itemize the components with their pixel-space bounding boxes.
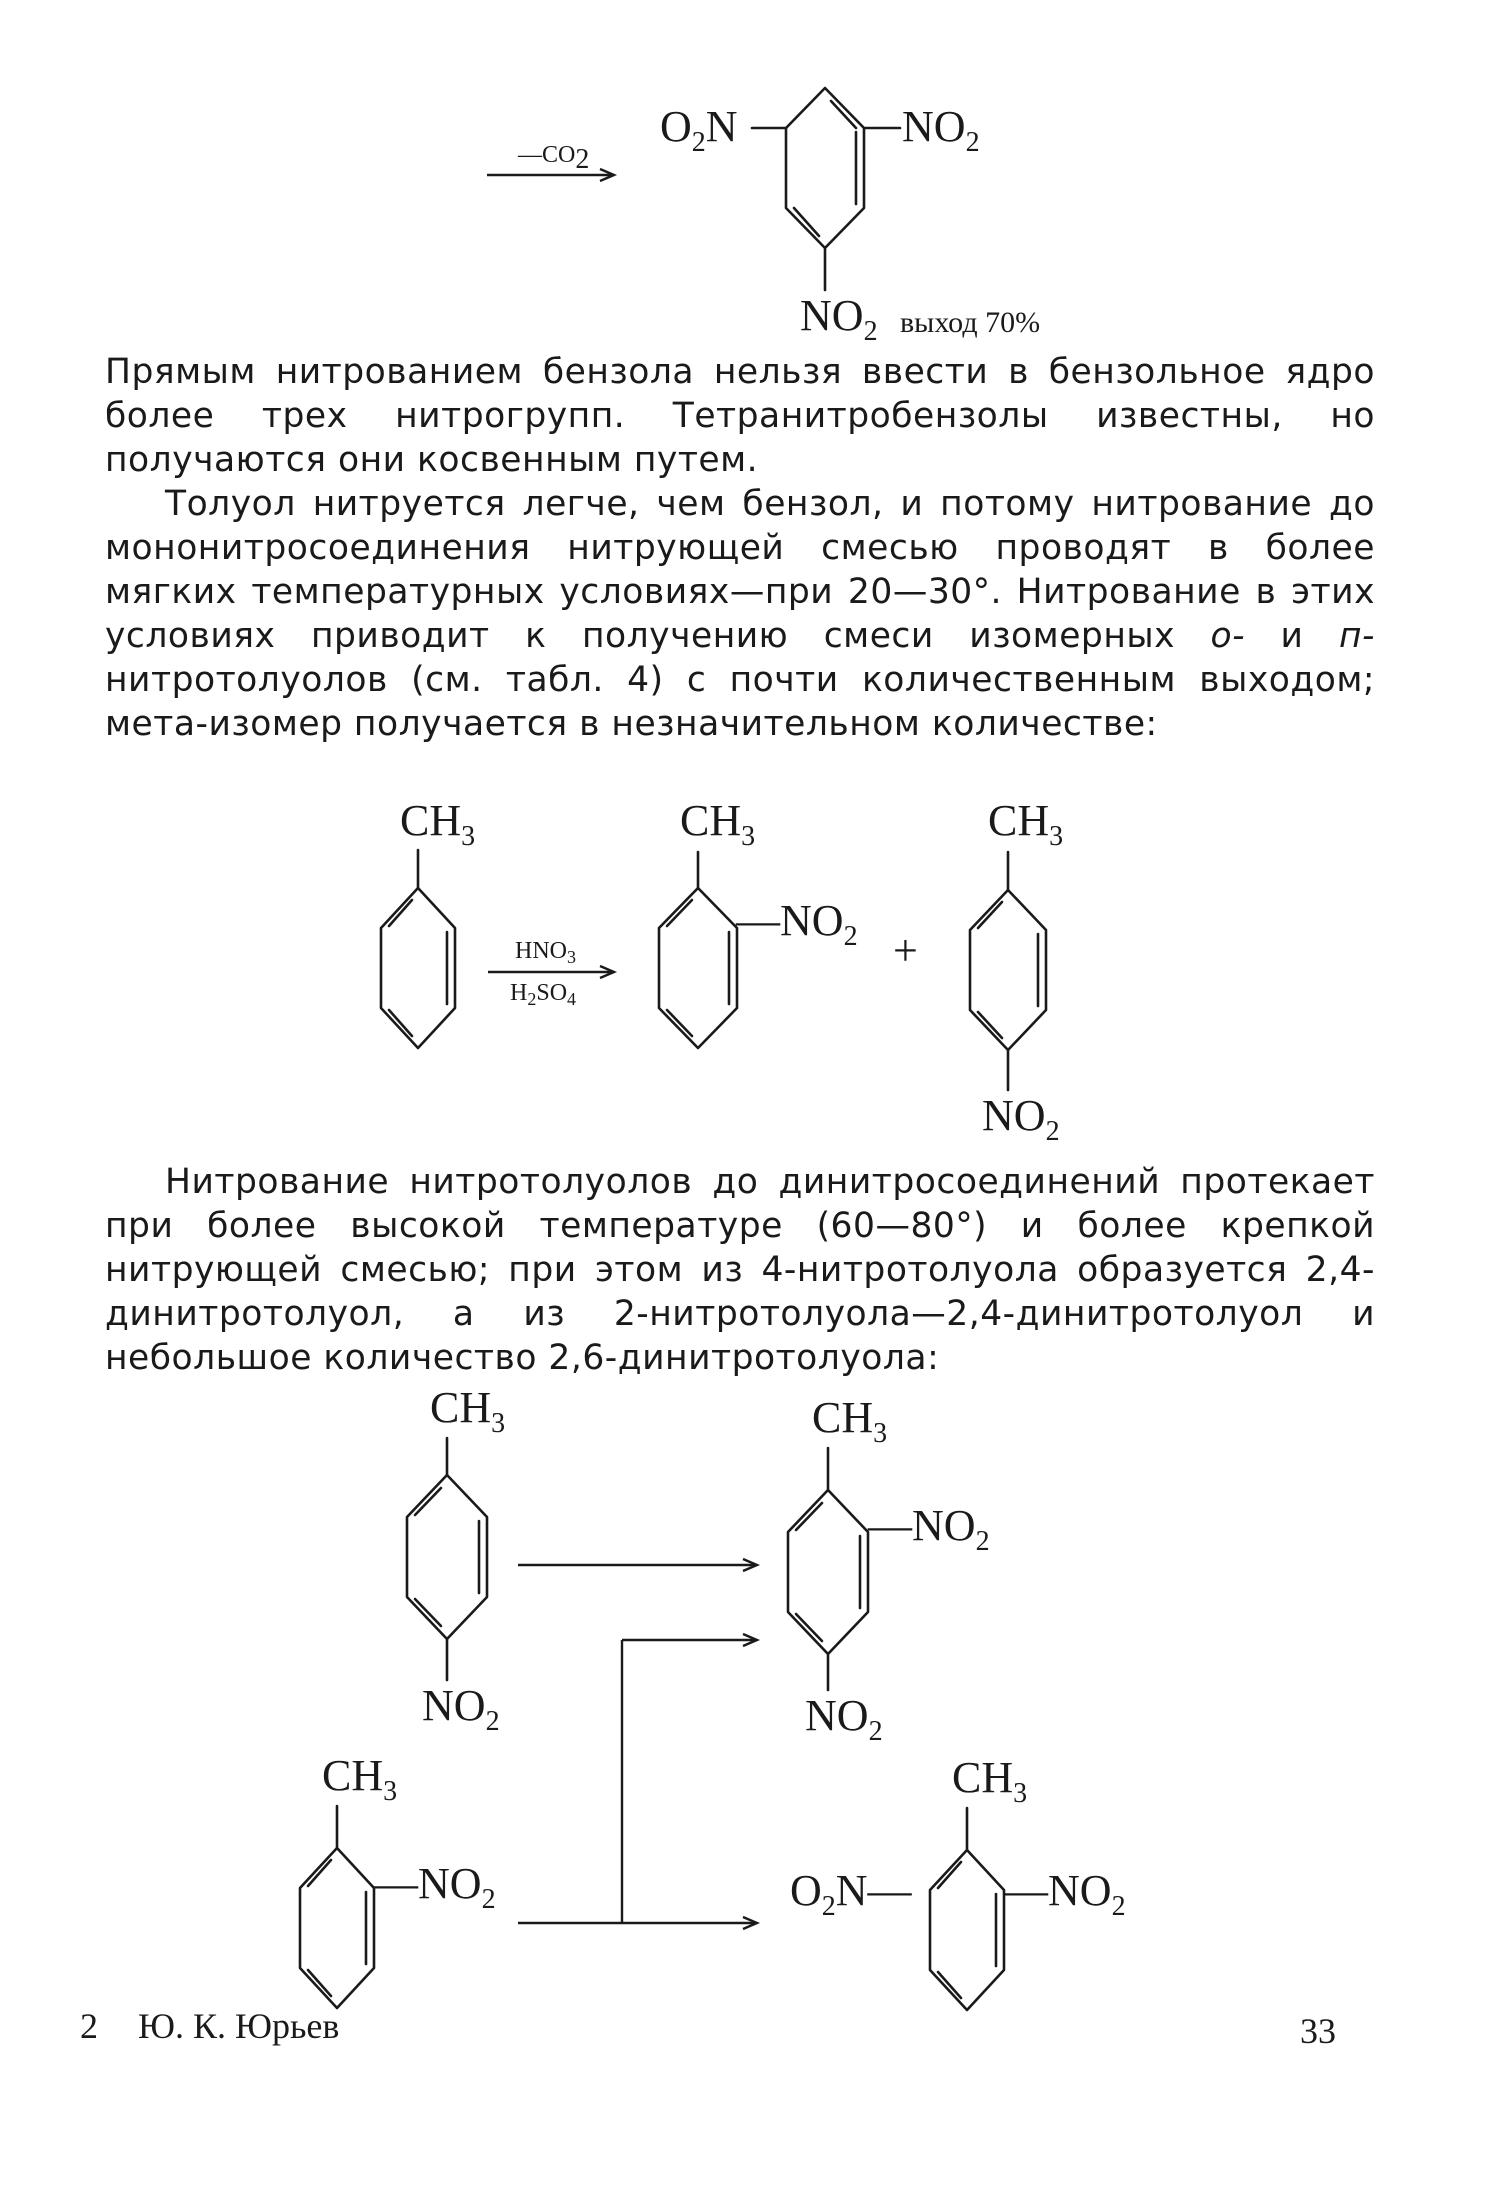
reaction-2 — [381, 796, 1063, 1147]
arrow-label-co2: —CO2 — [518, 142, 590, 175]
26-dinitrotoluene-ring — [930, 1850, 1004, 2010]
reaction-1 — [487, 88, 1040, 347]
reagent-hno3: $HNO_3$ — [515, 938, 576, 967]
ch3-p-nitrotoluene: $CH_3$ — [988, 796, 1064, 852]
ch3-26-dinitrotoluene: $CH_3$ — [952, 1753, 1028, 1809]
ortho-prefix: о- — [1210, 616, 1246, 656]
ch3-toluene: $CH_3$ — [400, 796, 476, 852]
p-nitrotoluene-ring — [970, 890, 1046, 1050]
o-nitrotoluene-ring — [659, 888, 737, 1048]
paragraph-nitrotoluene-nitration: Нитрование нитротолуолов до динитросоединений протекает при более высокой температуре (60—80°) и более крепкой нитрующей смесью; при этом из 4-нитротолуола образуется 2,4-динитротолуол, а из 2-нитротолуола—2,4-динитротолуол и небольшое количество 2,6-динитротолуола: — [105, 1162, 1375, 1378]
reaction-3 — [300, 1383, 1126, 2010]
4-nitrotoluene-no2: $NO_2$ — [422, 1681, 500, 1737]
substituent-no2-right: $NO_2$ — [902, 102, 980, 158]
paragraph-benzene-nitration: Прямым нитрованием бензола нельзя ввести в бензольное ядро более трех нитрогрупп. Тетранитробензолы известны, но получаются они косвенным путем. — [105, 352, 1375, 480]
trinitrobenzene-ring — [786, 88, 864, 290]
2-nitrotoluene-no2: $—NO_2$ — [374, 1859, 496, 1915]
2-nitrotoluene-ring — [300, 1848, 374, 2008]
signature-number: 2 — [80, 2006, 98, 2046]
o-nitrotoluene-no2: $—NO_2$ — [736, 896, 858, 952]
p-nitrotoluene-no2: $NO_2$ — [982, 1091, 1060, 1147]
yield-label: выход 70% — [900, 306, 1041, 339]
paragraph-toluene-nitration — [105, 482, 1375, 746]
reagent-h2so4: $H_2SO_4$ — [510, 980, 577, 1009]
page-number: 33 — [1300, 2011, 1336, 2051]
substituent-no2-bottom: $NO_2$ — [800, 291, 878, 347]
plus-sign: + — [893, 926, 918, 975]
24-dinitrotoluene-ring — [788, 1490, 868, 1654]
ch3-24-dinitrotoluene: $CH_3$ — [812, 1393, 888, 1449]
toluene-ring — [381, 888, 455, 1048]
24-dinitrotoluene-no2-right: $—NO_2$ — [868, 1501, 990, 1557]
ch3-o-nitrotoluene: $CH_3$ — [680, 796, 756, 852]
paragraph-text: нитротолуолов (см. табл. 4) с почти количественным выходом; мета-изомер получается в незначительном количестве: — [105, 660, 1375, 744]
author-footer: Ю. К. Юрьев — [138, 2006, 340, 2046]
26-dinitrotoluene-no2-left: $O_2N—$ — [790, 1866, 912, 1922]
4-nitrotoluene-ring — [407, 1475, 487, 1639]
24-dinitrotoluene-no2-bottom: $NO_2$ — [805, 1691, 883, 1747]
substituent-o2n-left: $O_2N$ — [660, 102, 738, 158]
paragraph-text: и — [1245, 616, 1339, 656]
ch3-2-nitrotoluene: $CH_3$ — [322, 1751, 398, 1807]
ch3-4-nitrotoluene: $CH_3$ — [430, 1383, 506, 1439]
para-prefix: п- — [1338, 616, 1375, 656]
paragraph-text: Толуол нитруется легче, чем бензол, и потому нитрование до мононитросоединения нитрующей смесью проводят в более мягких температурных условиях—при 20—30°. Нитрование в этих условиях приводит к получению смеси изомерных — [105, 484, 1375, 656]
26-dinitrotoluene-no2-right: $—NO_2$ — [1004, 1866, 1126, 1922]
